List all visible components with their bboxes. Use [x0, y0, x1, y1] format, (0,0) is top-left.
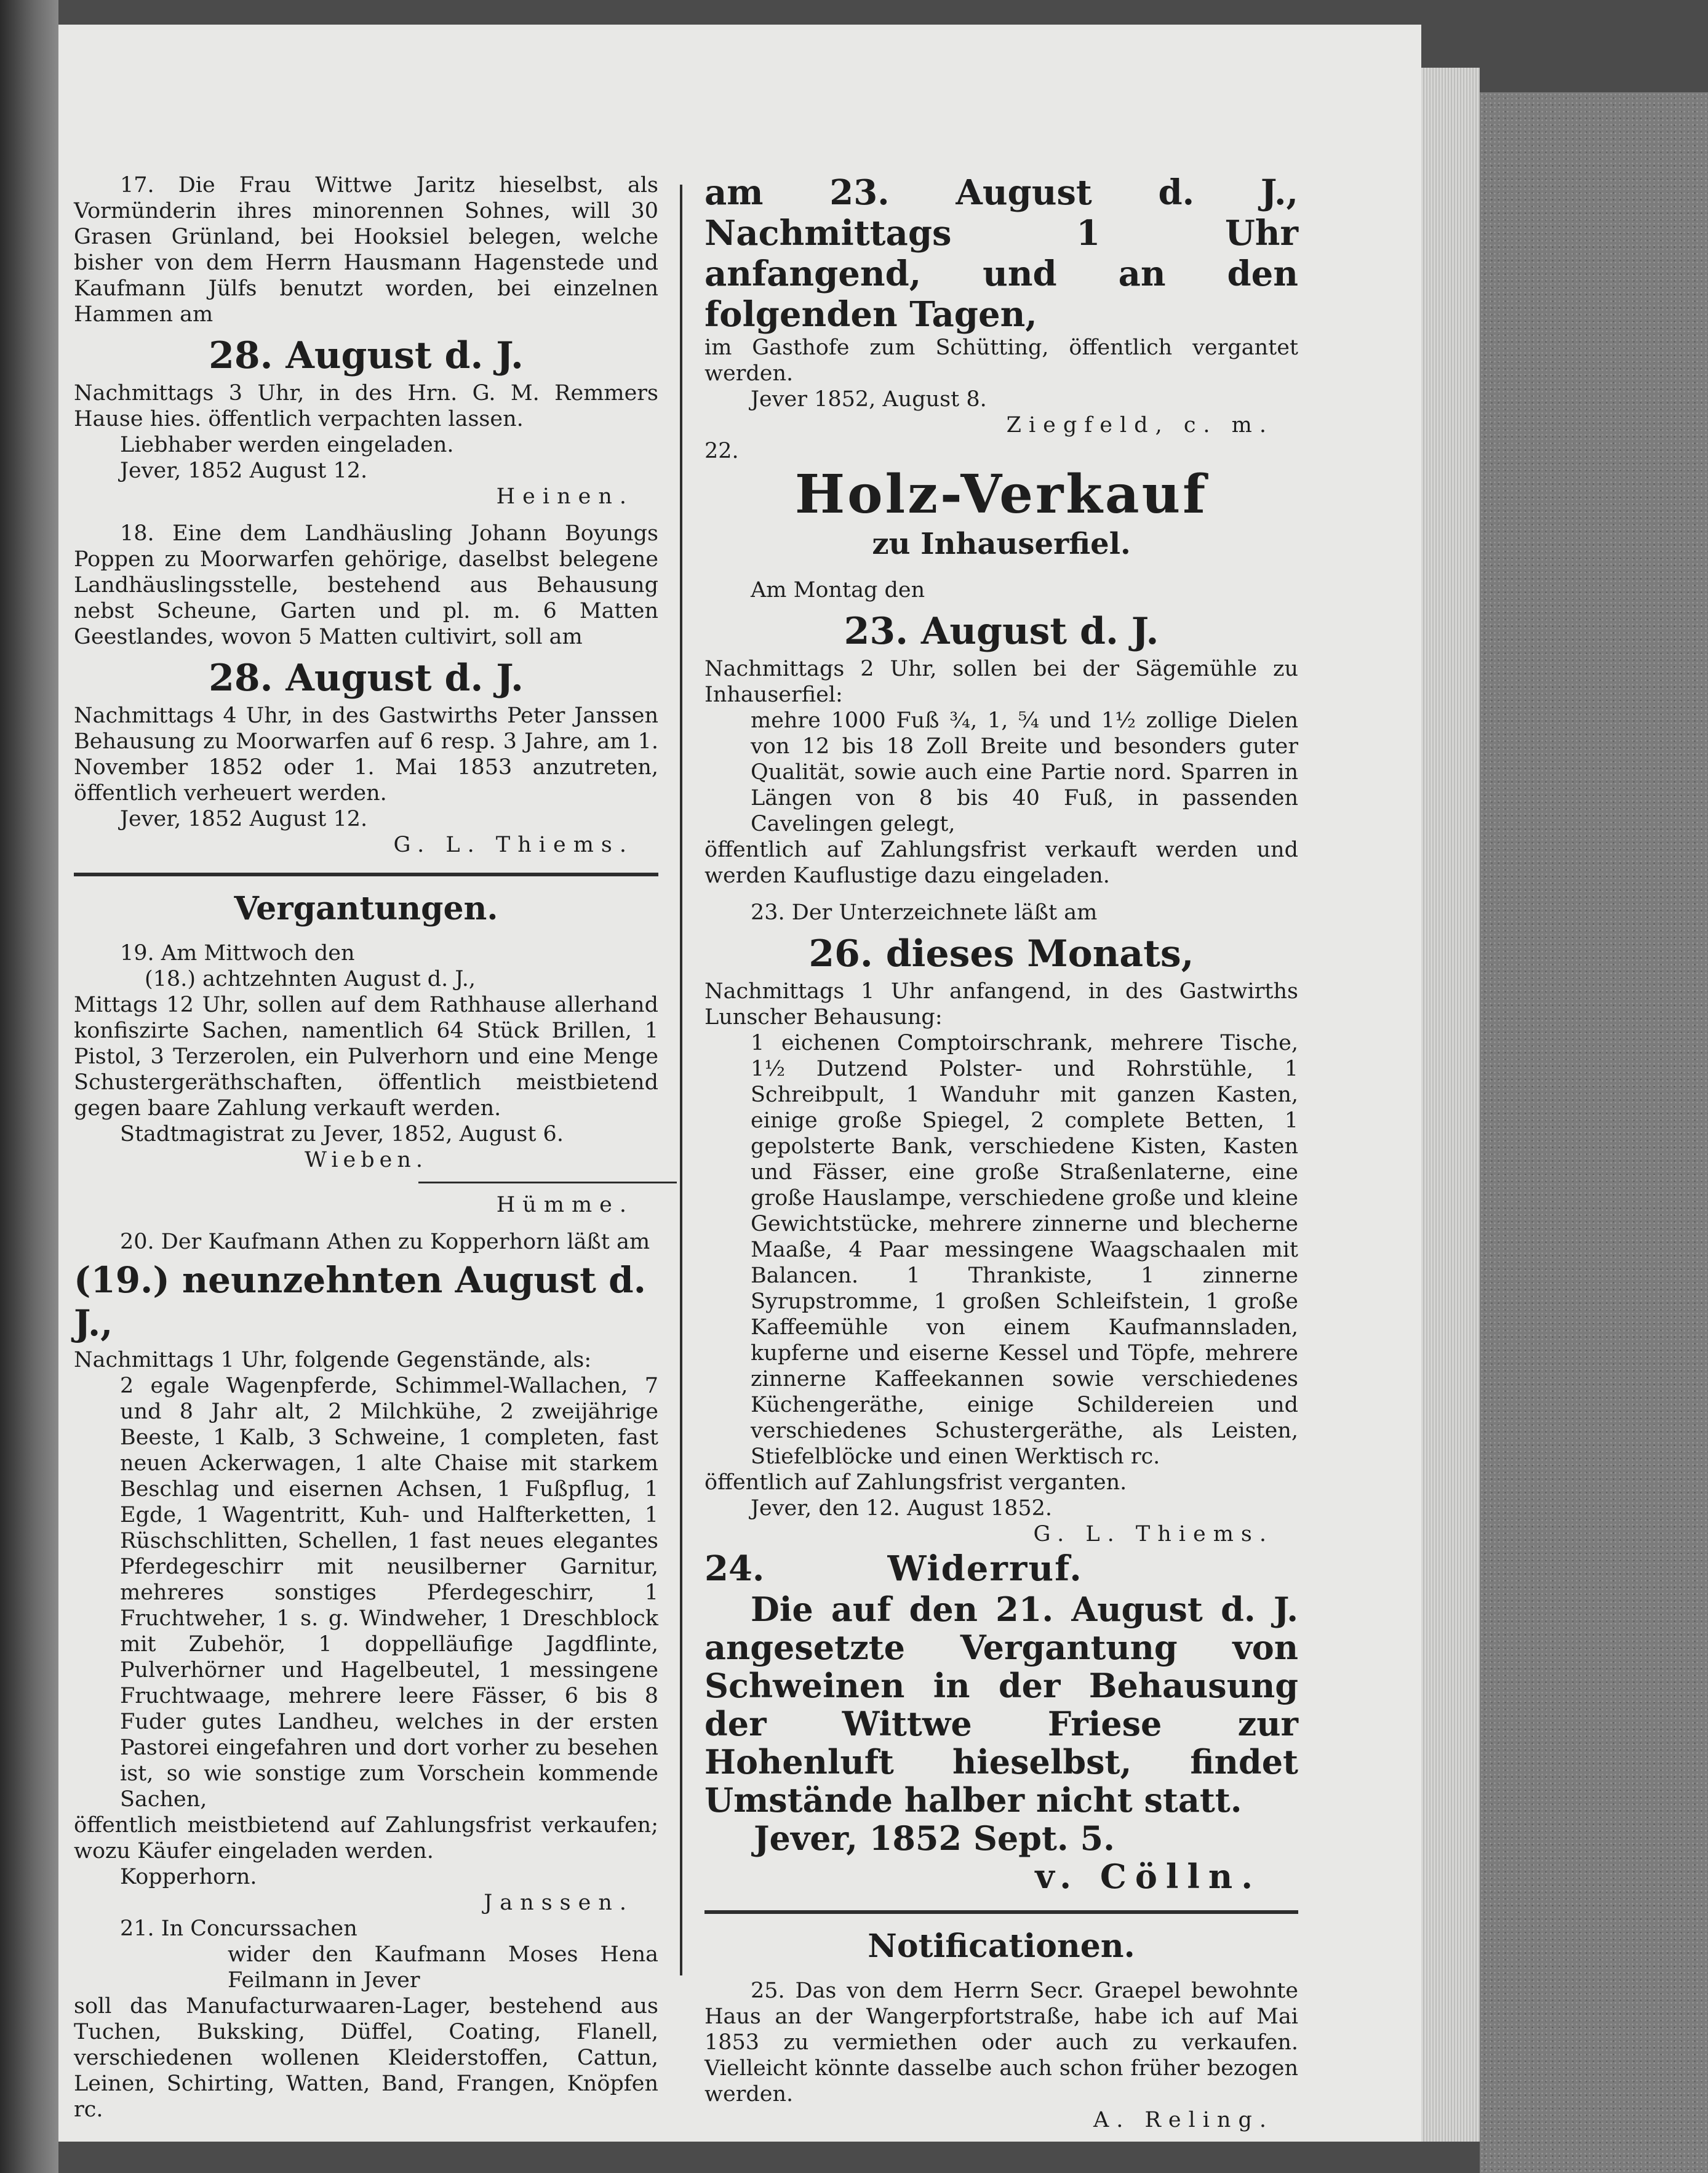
notice-17-date: 28. August d. J. — [209, 334, 524, 377]
notice-20-place: Kopperhorn. — [120, 1865, 257, 1889]
notice-18-date: 28. August d. J. — [209, 657, 524, 700]
notice-18 — [74, 521, 658, 858]
notice-20-text: 20. Der Kaufmann Athen zu Kopperhorn läßt am — [120, 1230, 650, 1254]
notice-23-tail: öffentlich auf Zahlungsfrist verganten. — [704, 1470, 1127, 1495]
notice-20-items: 2 egale Wagenpferde, Schimmel-Wallachen, 7 und 8 Jahr alt, 2 Milchkühe, 2 zweijährige Beeste, 1 Kalb, 3 Schweine, 1 completen, fast neuen Ackerwagen, 1 alte Chaise mit starkem Beschlag und eisernen Achsen, 1 Fußpflug, 1 Egde, 1 Wagentritt, Kuh- und Halfterketten, 1 Rüschschlitten, Schellen, 1 fast neues elegantes Pferdegeschirr mit neusilberner Garnitur, mehreres sonstiges Pferdegeschirr, 1 Fruchtweher, 1 s. g. Windweher, 1 Dreschblock mit Zubehör, 1 doppelläufige Jagdflinte, Pulverhörner und Hagelbeutel, 1 messingene Fruchtwaage, mehrere leere Fässer, 6 bis 8 Fuder gutes Landheu, welches in der ersten Pastorei eingefahren und dort vorher zu besehen ist, so wie sonstige zum Vorschein kommende Sachen, — [120, 1374, 658, 1812]
notice-24-title: Widerruf. — [887, 1548, 1083, 1589]
notice-20 — [74, 1229, 658, 1916]
notice-19-signature-2: Hümme. — [496, 1193, 634, 1217]
section-rule — [704, 1910, 1298, 1914]
notice-21-signature: Ziegfeld, c. m. — [1006, 413, 1274, 438]
notice-21-text: soll das Manufacturwaaren-Lager, bestehend aus Tuchen, Buksking, Düffel, Coating, Flanell, verschiedenen wollenen Kleiderstoffen, Cattun, Leinen, Schirting, Watten, Band, Frangen, Knöpfen rc. — [74, 1994, 658, 2122]
notice-21-continued — [704, 172, 1298, 438]
notice-22-items: mehre 1000 Fuß ¾, 1, ⁵⁄₄ und 1½ zollige Dielen von 12 bis 18 Zoll Breite und besonders guter Qualität, sowie auch eine Partie nord. Sparren in Längen von 8 bis 40 Fuß, in passenden Cavelingen gelegt, — [751, 708, 1298, 836]
notice-23-date: 26. dieses Monats, — [808, 932, 1194, 975]
notice-24-number: 24. — [704, 1548, 765, 1589]
notice-19-text: Mittags 12 Uhr, sollen auf dem Rathhause allerhand konfiszirte Sachen, namentlich 64 Stück Brillen, 1 Pistol, 3 Terzerolen, ein Pulverhorn und eine Menge Schustergeräthschaften, öffentlich meistbietend gegen baare Zahlung verkauft werden. — [74, 993, 658, 1121]
signature-rule — [418, 1182, 677, 1183]
notice-22-title: Holz-Verkauf — [794, 463, 1208, 526]
notice-20-signature: Janssen. — [484, 1891, 634, 1915]
notice-20-tail: öffentlich meistbietend auf Zahlungsfrist verkaufen; wozu Käufer eingeladen werden. — [74, 1813, 658, 1863]
notice-23-place-date: Jever, den 12. August 1852. — [751, 1496, 1053, 1521]
notice-23-continuation: Nachmittags 1 Uhr anfangend, in des Gastwirths Lunscher Behausung: — [704, 979, 1298, 1030]
notice-22-date: 23. August d. J. — [844, 610, 1159, 653]
notice-23-items: 1 eichenen Comptoirschrank, mehrere Tische, 1½ Dutzend Polster- und Rohrstühle, 1 Schreibpult, 1 Wanduhr mit ganzen Kasten, einige große Spiegel, 2 complete Betten, 1 gepolsterte Bank, verschiedene Kisten, Kasten und Fässer, eine große Straßenlaterne, eine große Hauslampe, verschiedene große und kleine Gewichtstücke, mehrere zinnerne und blecherne Maaße, 4 Paar messingene Waagschaalen mit Balancen. 1 Thrankiste, 1 zinnerne Syrupstromme, 1 großen Schleifstein, 1 große Kaffeemühle von einem Kaufmannsladen, kupferne und eiserne Kessel und Töpfe, mehrere zinnerne Kaffeekannen sowie verschiedenes Küchengeräthe, einige Schildereien und verschiedenes Schustergeräthe, als Leisten, Stiefelblöcke und einen Werktisch rc. — [751, 1031, 1298, 1469]
notice-19-signature-1: Wieben. — [304, 1148, 428, 1172]
column-divider — [680, 185, 682, 1975]
book-cover-board — [1480, 92, 1708, 2173]
notice-24 — [704, 1547, 1298, 1895]
notice-24-place-date: Jever, 1852 Sept. 5. — [754, 1819, 1115, 1858]
notice-21-date-block: am 23. August d. J., Nachmittags 1 Uhr anfangend, und an den folgenden Tagen, — [704, 172, 1298, 335]
notice-18-text: 18. Eine dem Landhäusling Johann Boyungs Poppen zu Moorwarfen gehörige, daselbst belegene Landhäuslingsstelle, bestehend aus Behausung nebst Scheune, Garten und pl. m. 6 Matten Geestlandes, wovon 5 Matten cultivirt, soll am — [74, 521, 658, 649]
section-heading-notificationen: Notificationen. — [868, 1927, 1135, 1965]
notice-18-signature: G. L. Thiems. — [393, 833, 634, 857]
page-fore-edges — [1421, 68, 1480, 2142]
notice-21-line1: 21. In Concurssachen — [120, 1916, 357, 1941]
notice-21 — [74, 1916, 658, 2123]
notice-22-line1: Am Montag den — [751, 578, 925, 602]
notice-24-body: Die auf den 21. August d. J. angesetzte Vergantung von Schweinen in der Behausung der Wittwe Friese zur Hohenluft hieselbst, findet Umstände halber nicht statt. — [704, 1590, 1298, 1820]
notice-17-text: 17. Die Frau Wittwe Jaritz hieselbst, als Vormünderin ihres minorennen Sohnes, will 30 Grasen Grünland, bei Hooksiel belegen, welche bisher von dem Herrn Hausmann Hagenstede und Kaufmann Jülfs benutzt worden, bei einzelnen Hammen am — [74, 173, 658, 327]
notice-20-date: (19.) neunzehnten August d. J., — [74, 1259, 646, 1344]
notice-21-place-date: Jever 1852, August 8. — [751, 387, 987, 412]
notice-23-text: 23. Der Unterzeichnete läßt am — [751, 900, 1098, 925]
notice-17-signature: Heinen. — [496, 484, 634, 509]
notice-23 — [704, 900, 1298, 1547]
notice-23-signature: G. L. Thiems. — [1033, 1522, 1274, 1547]
notice-20-continuation: Nachmittags 1 Uhr, folgende Gegenstände, als: — [74, 1348, 592, 1372]
book-gutter — [0, 0, 58, 2173]
notice-22-number: 22. — [704, 439, 739, 463]
notice-21-cont-text: im Gasthofe zum Schütting, öffentlich vergantet werden. — [704, 335, 1298, 386]
notice-22-tail: öffentlich auf Zahlungsfrist verkauft werden und werden Kauflustige dazu eingeladen. — [704, 838, 1298, 888]
notice-17-place-date: Jever, 1852 August 12. — [120, 458, 368, 483]
notice-25-signature: A. Reling. — [1093, 2108, 1274, 2132]
notice-19-line1: 19. Am Mittwoch den — [120, 941, 355, 966]
notice-19 — [74, 940, 658, 1218]
right-column — [704, 172, 1298, 2133]
notice-17-invitation: Liebhaber werden eingeladen. — [120, 433, 454, 457]
notice-17-continuation: Nachmittags 3 Uhr, in des Hrn. G. M. Remmers Hause hies. öffentlich verpachten lassen. — [74, 381, 658, 431]
notice-22-subtitle: zu Inhauserfiel. — [872, 527, 1131, 561]
section-heading-vergantungen: Vergantungen. — [234, 890, 498, 927]
notice-25-text: 25. Das von dem Herrn Secr. Graepel bewohnte Haus an der Wangerpfortstraße, habe ich auf Mai 1853 zu vermiethen oder auch zu verkaufen. Vielleicht könnte dasselbe auch schon früher bezogen werden. — [704, 1979, 1298, 2107]
left-column — [74, 172, 658, 2123]
notice-19-line2: (18.) achtzehnten August d. J., — [145, 967, 476, 991]
notice-18-place-date: Jever, 1852 August 12. — [120, 807, 368, 831]
notice-17 — [74, 172, 658, 510]
notice-24-signature: v. Cölln. — [1035, 1857, 1261, 1896]
notice-25 — [704, 1978, 1298, 2133]
notice-22 — [704, 438, 1298, 889]
section-rule — [74, 873, 658, 876]
notice-21-line2: wider den Kaufmann Moses Hena Feilmann in Jever — [228, 1942, 658, 1993]
notice-19-place-date: Stadtmagistrat zu Jever, 1852, August 6. — [120, 1122, 564, 1147]
notice-18-continuation: Nachmittags 4 Uhr, in des Gastwirths Peter Janssen Behausung zu Moorwarfen auf 6 resp. 3 Jahre, am 1. November 1852 oder 1. Mai 1853 anzutreten, öffentlich verheuert werden. — [74, 703, 658, 806]
notice-22-text: Nachmittags 2 Uhr, sollen bei der Sägemühle zu Inhauserfiel: — [704, 657, 1298, 707]
